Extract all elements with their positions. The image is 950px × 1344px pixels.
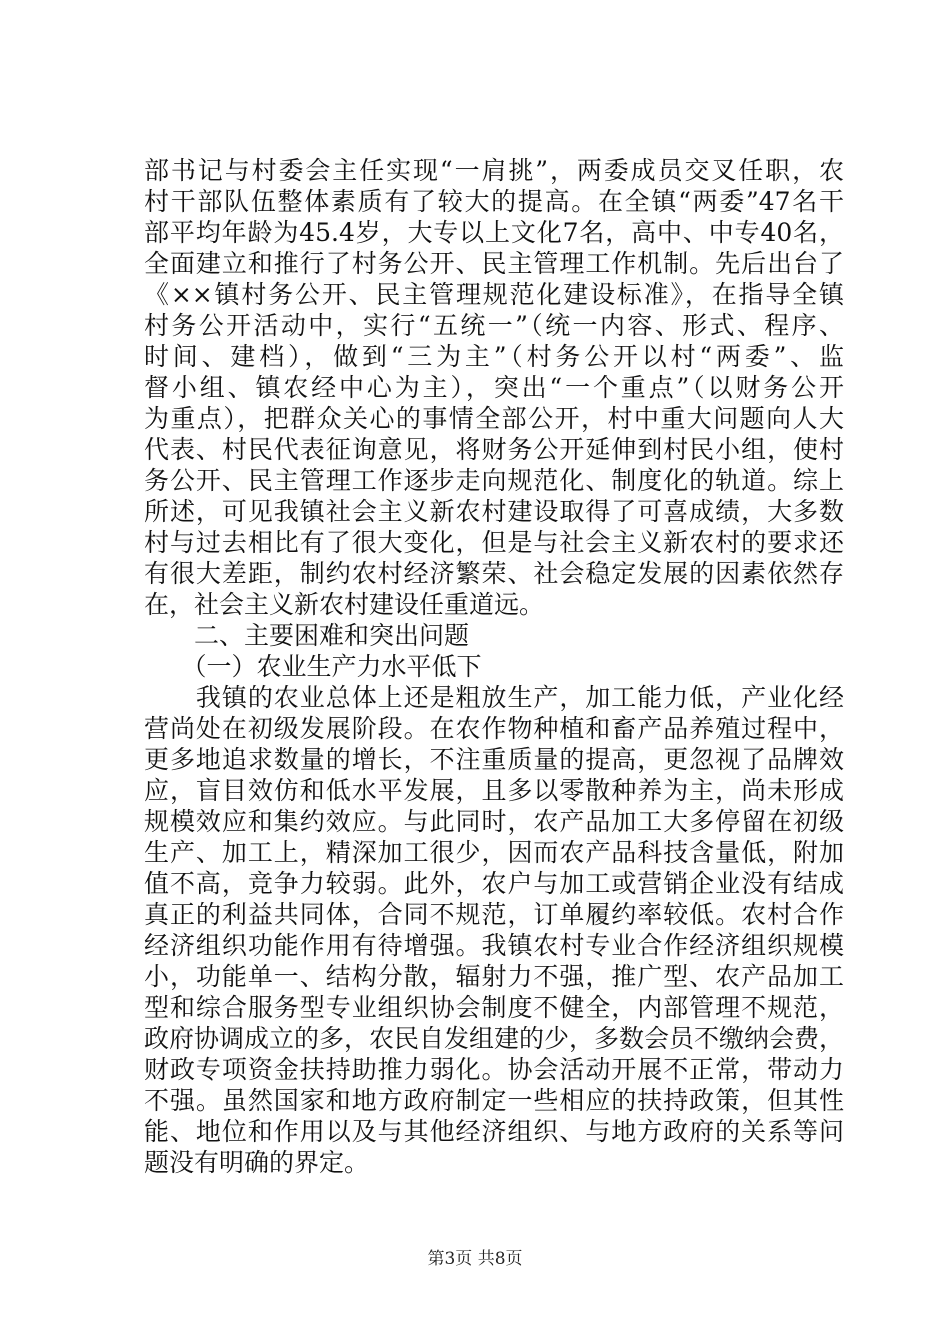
- paragraph-line: 应，盲目效仿和低水平发展，且多以零散种养为主，尚未形成: [144, 776, 844, 805]
- paragraph-line: 村干部队伍整体素质有了较大的提高。在全镇“两委”47名干: [144, 187, 844, 216]
- paragraph-line: 型和综合服务型专业组织协会制度不健全，内部管理不规范，: [144, 993, 844, 1022]
- paragraph-line: 真正的利益共同体，合同不规范，订单履约率较低。农村合作: [144, 900, 844, 929]
- paragraph-line: 财政专项资金扶持助推力弱化。协会活动开展不正常，带动力: [144, 1055, 844, 1084]
- paragraph-line: 为重点），把群众关心的事情全部公开，村中重大问题向人大: [144, 404, 844, 433]
- paragraph-line: 在，社会主义新农村建设任重道远。: [144, 590, 545, 619]
- paragraph-line: 《××镇村务公开、民主管理规范化建设标准》，在指导全镇: [144, 280, 844, 309]
- paragraph-line: 代表、村民代表征询意见，将财务公开延伸到村民小组，使村: [144, 435, 844, 464]
- paragraph-line: 营尚处在初级发展阶段。在农作物种植和畜产品养殖过程中，: [144, 714, 844, 743]
- paragraph-line: 政府协调成立的多，农民自发组建的少，多数会员不缴纳会费，: [144, 1024, 845, 1053]
- body-paragraph-1: [144, 155, 844, 1178]
- paragraph-line: 有很大差距，制约农村经济繁荣、社会稳定发展的因素依然存: [144, 559, 844, 588]
- paragraph-line: 督小组、镇农经中心为主），突出“一个重点”（以财务公开: [144, 373, 844, 402]
- subsection-heading: （一）农业生产力水平低下: [144, 652, 482, 681]
- paragraph-line: 小，功能单一、结构分散，辐射力不强，推广型、农产品加工: [144, 962, 844, 991]
- paragraph-line: 全面建立和推行了村务公开、民主管理工作机制。先后出台了: [144, 249, 844, 278]
- page-number: 第3页 共8页: [427, 1249, 523, 1269]
- paragraph-line: 村与过去相比有了很大变化，但是与社会主义新农村的要求还: [144, 528, 844, 557]
- paragraph-line: 部书记与村委会主任实现“一肩挑”，两委成员交叉任职，农: [144, 156, 844, 185]
- paragraph-line: 经济组织功能作用有待增强。我镇农村专业合作经济组织规模: [144, 931, 844, 960]
- paragraph-line: 时间、建档），做到“三为主”（村务公开以村“两委”、监: [144, 342, 844, 371]
- paragraph-line: 村务公开活动中，实行“五统一”（统一内容、形式、程序、: [144, 311, 844, 340]
- paragraph-line: 所述，可见我镇社会主义新农村建设取得了可喜成绩，大多数: [144, 497, 844, 526]
- paragraph-line: 题没有明确的界定。: [144, 1148, 370, 1177]
- paragraph-line: 我镇的农业总体上还是粗放生产，加工能力低，产业化经: [144, 683, 844, 712]
- paragraph-line: 生产、加工上，精深加工很少，因而农产品科技含量低，附加: [144, 838, 844, 867]
- section-heading: 二、主要困难和突出问题: [144, 621, 470, 650]
- paragraph-line: 更多地追求数量的增长，不注重质量的提高，更忽视了品牌效: [144, 745, 844, 774]
- paragraph-line: 不强。虽然国家和地方政府制定一些相应的扶持政策，但其性: [144, 1086, 844, 1115]
- paragraph-line: 务公开、民主管理工作逐步走向规范化、制度化的轨道。综上: [144, 466, 844, 495]
- paragraph-line: 规模效应和集约效应。与此同时，农产品加工大多停留在初级: [144, 807, 844, 836]
- paragraph-line: 部平均年龄为45.4岁，大专以上文化7名，高中、中专40名，: [144, 218, 844, 247]
- paragraph-line: 能、地位和作用以及与其他经济组织、与地方政府的关系等问: [144, 1117, 844, 1146]
- paragraph-line: 值不高，竞争力较弱。此外，农户与加工或营销企业没有结成: [144, 869, 844, 898]
